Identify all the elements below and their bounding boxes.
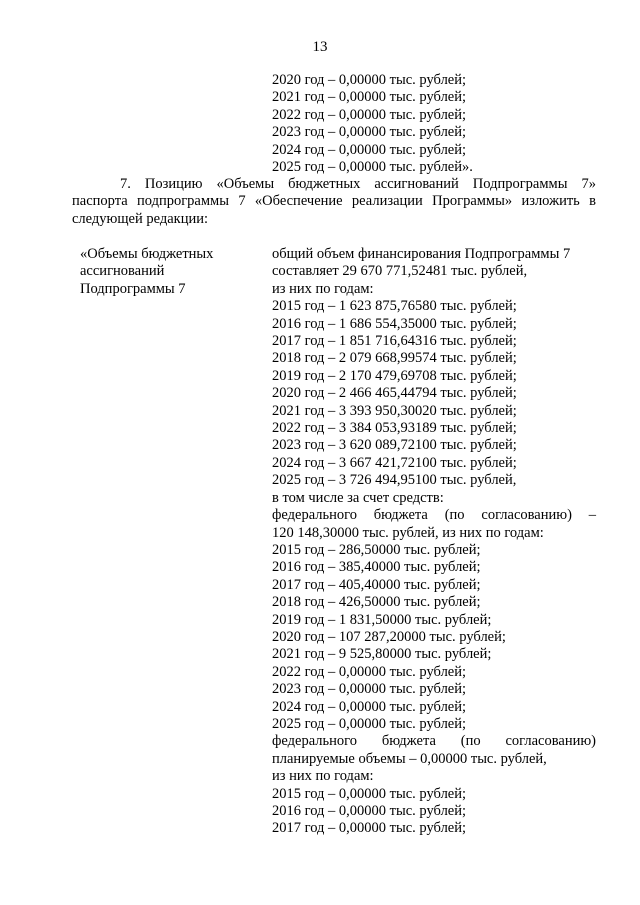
value-line: планируемые объемы – 0,00000 тыс. рублей, (272, 750, 547, 767)
year-line: 2024 год – 0,00000 тыс. рублей; (272, 141, 467, 158)
position-value-cell (272, 246, 596, 838)
amendment-paragraph (72, 176, 596, 228)
value-line: 2015 год – 286,50000 тыс. рублей; (272, 541, 481, 558)
value-line: 2016 год – 0,00000 тыс. рублей; (272, 803, 467, 819)
year-line: 2020 год – 0,00000 тыс. рублей; (272, 72, 467, 88)
value-line: 2015 год – 1 623 875,76580 тыс. рублей; (272, 298, 517, 315)
value-line: 2017 год – 1 851 716,64316 тыс. рублей; (272, 333, 517, 350)
value-line: 2017 год – 0,00000 тыс. рублей; (272, 820, 467, 837)
value-line: 2020 год – 107 287,20000 тыс. рублей; (272, 628, 506, 645)
paragraph-line: 7. Позицию «Объемы бюджетных ассигнований Подпрограммы 7» (120, 176, 596, 192)
value-line: 2020 год – 2 466 465,44794 тыс. рублей; (272, 385, 517, 402)
value-line: 2022 год – 3 384 053,93189 тыс. рублей; (272, 420, 517, 437)
paragraph-line: следующей редакции: (72, 210, 209, 227)
value-line: 2024 год – 0,00000 тыс. рублей; (272, 698, 467, 715)
value-line: 2016 год – 1 686 554,35000 тыс. рублей; (272, 315, 517, 332)
paragraph-line: паспорта подпрограммы 7 «Обеспечение реализации Программы» изложить в (72, 193, 596, 210)
value-line: 2022 год – 0,00000 тыс. рублей; (272, 663, 467, 680)
value-line: федерального бюджета (по согласованию) (272, 733, 596, 750)
value-line: 2018 год – 426,50000 тыс. рублей; (272, 594, 481, 611)
value-line: в том числе за счет средств: (272, 489, 444, 506)
value-line: 2018 год – 2 079 668,99574 тыс. рублей; (272, 350, 517, 367)
value-line: 2024 год – 3 667 421,72100 тыс. рублей; (272, 454, 517, 471)
value-line: 2025 год – 0,00000 тыс. рублей; (272, 715, 467, 732)
year-line: 2021 год – 0,00000 тыс. рублей; (272, 89, 467, 106)
value-line: 120 148,30000 тыс. рублей, из них по годам: (272, 524, 544, 541)
year-line: 2022 год – 0,00000 тыс. рублей; (272, 106, 467, 123)
position-title-cell (80, 246, 260, 298)
value-line: 2016 год – 385,40000 тыс. рублей; (272, 559, 481, 576)
title-line: «Объемы бюджетных (80, 246, 214, 262)
year-line: 2025 год – 0,00000 тыс. рублей». (272, 159, 473, 176)
value-line: составляет 29 670 771,52481 тыс. рублей, (272, 263, 528, 280)
value-line: общий объем финансирования Подпрограммы 7 (272, 246, 571, 262)
value-line: из них по годам: (272, 768, 374, 785)
value-line: 2023 год – 0,00000 тыс. рублей; (272, 681, 467, 698)
page-number: 13 (312, 39, 328, 55)
value-line: 2021 год – 3 393 950,30020 тыс. рублей; (272, 402, 517, 419)
year-line: 2023 год – 0,00000 тыс. рублей; (272, 124, 467, 141)
value-line: 2025 год – 3 726 494,95100 тыс. рублей, (272, 472, 517, 489)
value-line: из них по годам: (272, 280, 374, 297)
value-line: 2019 год – 1 831,50000 тыс. рублей; (272, 611, 492, 628)
value-line: 2021 год – 9 525,80000 тыс. рублей; (272, 646, 492, 663)
value-line: 2023 год – 3 620 089,72100 тыс. рублей; (272, 437, 517, 454)
value-line: 2015 год – 0,00000 тыс. рублей; (272, 785, 467, 802)
value-line: 2019 год – 2 170 479,69708 тыс. рублей; (272, 367, 517, 384)
value-line: 2017 год – 405,40000 тыс. рублей; (272, 576, 481, 593)
title-line: Подпрограммы 7 (80, 280, 186, 297)
title-line: ассигнований (80, 263, 165, 280)
value-line: федерального бюджета (по согласованию) – (272, 507, 596, 524)
continued-year-list (272, 72, 602, 176)
